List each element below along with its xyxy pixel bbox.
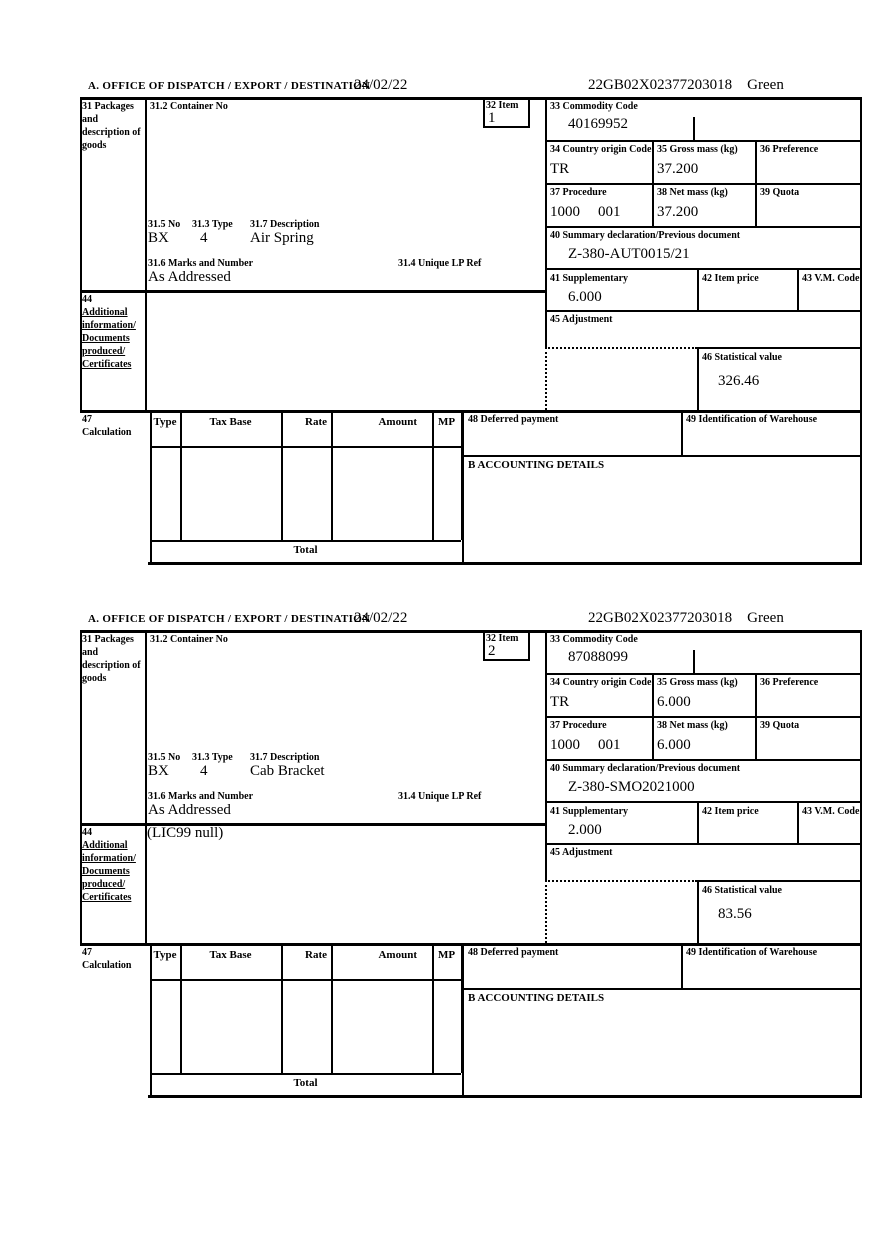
routing-status: Green <box>747 77 784 93</box>
additional-info-value: (LIC99 null) <box>147 825 224 841</box>
line <box>860 97 862 562</box>
quota-label: 39 Quota <box>760 720 800 731</box>
summary-declaration-label: 40 Summary declaration/Previous document <box>550 763 741 774</box>
warehouse-id-label: 49 Identification of Warehouse <box>686 414 818 425</box>
package-no-label: 31.5 No <box>148 219 181 230</box>
dotted-line <box>545 880 697 882</box>
net-mass-label: 38 Net mass (kg) <box>657 720 728 731</box>
line <box>180 410 182 540</box>
line <box>281 943 283 1073</box>
calculation-number: 47 <box>82 414 92 425</box>
line <box>697 347 862 349</box>
declaration-date: 24/02/22 <box>354 610 408 626</box>
line <box>755 673 757 759</box>
country-origin-label: 34 Country origin Code <box>550 677 652 688</box>
calc-col-rate: Rate <box>305 949 327 961</box>
gross-mass-value: 37.200 <box>657 161 699 177</box>
package-no-value: BX <box>148 230 169 246</box>
movement-reference-number: 22GB02X02377203018 <box>588 77 733 93</box>
packages-description-label: 31 Packages and description of goods <box>82 634 141 684</box>
container-no-label: 31.2 Container No <box>150 634 228 645</box>
line <box>697 801 699 843</box>
vm-code-label: 43 V.M. Code <box>802 273 860 284</box>
line <box>652 140 654 226</box>
item-block-2 <box>80 630 862 1098</box>
line <box>432 410 434 540</box>
line <box>150 540 461 542</box>
line <box>80 290 547 293</box>
line <box>180 943 182 1073</box>
line <box>697 880 862 882</box>
container-no-label: 31.2 Container No <box>150 101 228 112</box>
package-no-value: BX <box>148 763 169 779</box>
calc-col-mp: MP <box>437 416 456 428</box>
calc-col-type: Type <box>153 416 177 428</box>
commodity-code-value: 40169952 <box>568 116 628 132</box>
item-label: 32 Item <box>486 100 519 111</box>
line <box>860 630 862 1095</box>
description-value: Cab Bracket <box>250 763 325 779</box>
calc-col-type: Type <box>153 949 177 961</box>
line <box>545 226 862 228</box>
dotted-line <box>545 880 547 943</box>
unique-lp-ref-label: 31.4 Unique LP Ref <box>398 791 482 802</box>
item-label: 32 Item <box>486 633 519 644</box>
procedure-label: 37 Procedure <box>550 187 607 198</box>
calculation-label: Calculation <box>82 960 132 971</box>
package-type-label: 31.3 Type <box>192 752 233 763</box>
line <box>432 943 434 1073</box>
total-label: Total <box>293 544 318 556</box>
country-origin-label: 34 Country origin Code <box>550 144 652 155</box>
accounting-details-label: B ACCOUNTING DETAILS <box>468 459 605 471</box>
item-price-label: 42 Item price <box>702 806 759 817</box>
line <box>545 843 862 845</box>
procedure-value <box>550 737 621 754</box>
package-type-label: 31.3 Type <box>192 219 233 230</box>
net-mass-value: 37.200 <box>657 204 699 220</box>
line <box>797 268 799 310</box>
gross-mass-label: 35 Gross mass (kg) <box>657 677 738 688</box>
commodity-code-divider <box>693 117 695 140</box>
accounting-details-label: B ACCOUNTING DETAILS <box>468 992 605 1004</box>
additional-info-label: Additional information/ Documents produced/ Certificates <box>82 307 136 370</box>
country-origin-value: TR <box>550 694 570 710</box>
marks-number-value: As Addressed <box>148 269 231 285</box>
line <box>145 630 147 943</box>
statistical-value: 326.46 <box>718 373 760 389</box>
calc-col-tax-base: Tax Base <box>209 949 252 961</box>
item-number-value: 1 <box>488 110 496 126</box>
total-label: Total <box>293 1077 318 1089</box>
description-value: Air Spring <box>250 230 314 246</box>
package-type-value: 4 <box>200 763 208 779</box>
line <box>281 410 283 540</box>
line <box>145 97 147 410</box>
procedure-suffix: 001 <box>598 204 621 220</box>
line <box>462 455 862 457</box>
marks-number-label: 31.6 Marks and Number <box>148 258 254 269</box>
line <box>462 943 464 1095</box>
calculation-label: Calculation <box>82 427 132 438</box>
procedure-code: 1000 <box>550 204 580 220</box>
office-of-dispatch-heading: A. OFFICE OF DISPATCH / EXPORT / DESTINATION <box>88 80 371 92</box>
line <box>681 943 683 988</box>
line <box>545 140 862 142</box>
net-mass-value: 6.000 <box>657 737 691 753</box>
line <box>545 716 862 718</box>
line <box>797 801 799 843</box>
statistical-value-label: 46 Statistical value <box>702 885 782 896</box>
summary-declaration-value: Z-380-AUT0015/21 <box>568 246 690 262</box>
summary-declaration-value: Z-380-SMO2021000 <box>568 779 695 795</box>
procedure-label: 37 Procedure <box>550 720 607 731</box>
line <box>697 880 699 943</box>
commodity-code-label: 33 Commodity Code <box>550 634 638 645</box>
calc-col-mp: MP <box>437 949 456 961</box>
calc-col-amount: Amount <box>378 416 417 428</box>
office-of-dispatch-heading: A. OFFICE OF DISPATCH / EXPORT / DESTINATION <box>88 613 371 625</box>
supplementary-value: 6.000 <box>568 289 602 305</box>
item-price-label: 42 Item price <box>702 273 759 284</box>
procedure-suffix: 001 <box>598 737 621 753</box>
marks-number-value: As Addressed <box>148 802 231 818</box>
calc-col-tax-base: Tax Base <box>209 416 252 428</box>
dotted-line <box>545 347 697 349</box>
line <box>755 140 757 226</box>
statistical-value: 83.56 <box>718 906 752 922</box>
adjustment-label: 45 Adjustment <box>550 847 613 858</box>
deferred-payment-label: 48 Deferred payment <box>468 947 559 958</box>
calc-col-amount: Amount <box>378 949 417 961</box>
line <box>697 347 699 410</box>
description-label: 31.7 Description <box>250 752 320 763</box>
gross-mass-value: 6.000 <box>657 694 691 710</box>
line <box>148 562 862 565</box>
movement-reference-number: 22GB02X02377203018 <box>588 610 733 626</box>
statistical-value-label: 46 Statistical value <box>702 352 782 363</box>
deferred-payment-label: 48 Deferred payment <box>468 414 559 425</box>
line <box>462 410 464 562</box>
preference-label: 36 Preference <box>760 677 819 688</box>
line <box>681 410 683 455</box>
package-no-label: 31.5 No <box>148 752 181 763</box>
line <box>545 268 862 270</box>
line <box>150 979 461 981</box>
line <box>697 268 699 310</box>
additional-info-number: 44 <box>82 294 92 305</box>
routing-status: Green <box>747 610 784 626</box>
preference-label: 36 Preference <box>760 144 819 155</box>
declaration-date: 24/02/22 <box>354 77 408 93</box>
declaration-reference <box>588 610 784 627</box>
calc-col-rate: Rate <box>305 416 327 428</box>
line <box>545 673 862 675</box>
summary-declaration-label: 40 Summary declaration/Previous document <box>550 230 741 241</box>
vm-code-label: 43 V.M. Code <box>802 806 860 817</box>
unique-lp-ref-label: 31.4 Unique LP Ref <box>398 258 482 269</box>
gross-mass-label: 35 Gross mass (kg) <box>657 144 738 155</box>
line <box>331 943 333 1073</box>
packages-description-label: 31 Packages and description of goods <box>82 101 141 151</box>
dotted-line <box>545 347 547 410</box>
line <box>150 446 461 448</box>
quota-label: 39 Quota <box>760 187 800 198</box>
line <box>148 1095 862 1098</box>
calculation-number: 47 <box>82 947 92 958</box>
line <box>462 988 862 990</box>
supplementary-label: 41 Supplementary <box>550 273 629 284</box>
supplementary-label: 41 Supplementary <box>550 806 629 817</box>
supplementary-value: 2.000 <box>568 822 602 838</box>
line <box>652 673 654 759</box>
procedure-code: 1000 <box>550 737 580 753</box>
item-block-1 <box>80 97 862 565</box>
line <box>545 759 862 761</box>
additional-info-number: 44 <box>82 827 92 838</box>
line <box>150 1073 461 1075</box>
procedure-value <box>550 204 621 221</box>
commodity-code-label: 33 Commodity Code <box>550 101 638 112</box>
country-origin-value: TR <box>550 161 570 177</box>
marks-number-label: 31.6 Marks and Number <box>148 791 254 802</box>
line <box>545 310 862 312</box>
line <box>331 410 333 540</box>
item-number-value: 2 <box>488 643 496 659</box>
adjustment-label: 45 Adjustment <box>550 314 613 325</box>
declaration-reference <box>588 77 784 94</box>
commodity-code-value: 87088099 <box>568 649 628 665</box>
line <box>545 183 862 185</box>
net-mass-label: 38 Net mass (kg) <box>657 187 728 198</box>
additional-info-label: Additional information/ Documents produced/ Certificates <box>82 840 136 903</box>
line <box>545 801 862 803</box>
package-type-value: 4 <box>200 230 208 246</box>
warehouse-id-label: 49 Identification of Warehouse <box>686 947 818 958</box>
commodity-code-divider <box>693 650 695 673</box>
description-label: 31.7 Description <box>250 219 320 230</box>
